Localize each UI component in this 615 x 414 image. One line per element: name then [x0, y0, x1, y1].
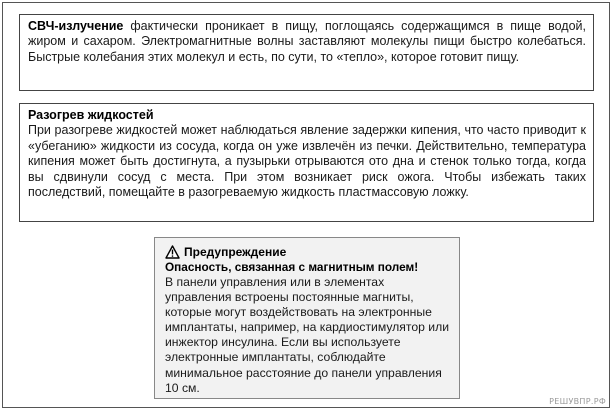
microwave-section — [19, 14, 594, 91]
warning-triangle-icon — [165, 245, 180, 259]
liquids-section — [19, 103, 594, 222]
liquids-heading: Разогрев жидкостей — [28, 108, 154, 122]
watermark: РЕШУВПР.РФ — [549, 397, 606, 406]
microwave-paragraph — [28, 19, 586, 65]
warning-title: Предупреждение — [184, 244, 287, 259]
microwave-text: фактически проникает в пищу, поглощаясь содержащимся в пище водой, жиром и сахаром. Электромагнитные волны заставляют молекулы пищи быстро колебаться. Быстрые колебания этих молекул и есть, по сути, то «тепло», которое готовит пищу. — [28, 19, 586, 64]
warning-title-row — [165, 244, 453, 260]
warning-box — [154, 237, 460, 399]
warning-text: В панели управления или в элементах управления встроены постоянные магниты, которые могут воздействовать на электронные имплантаты, например, на кардиостимулятор или инжектор инсулина. Если вы используете электронные имплантаты, соблюдайте минимальное расстояние до панели управления 10 см. — [165, 275, 449, 395]
liquids-paragraph: При разогреве жидкостей может наблюдаться явление задержки кипения, что часто приводит к «убеганию» жидкости из сосуда, когда он уже извлечён из печки. Действительно, температура кипения может быть достигнута, а пузырьки отрываются ото дна и стенок только тогда, когда вы сдвинули сосуд с места. При этом возникает риск ожога. Чтобы избежать таких последствий, помещайте в разогреваемую жидкость пластмассовую ложку. — [28, 123, 586, 200]
warning-subtitle: Опасность, связанная с магнитным полем! — [165, 260, 419, 274]
microwave-term: СВЧ-излучение — [28, 19, 124, 33]
